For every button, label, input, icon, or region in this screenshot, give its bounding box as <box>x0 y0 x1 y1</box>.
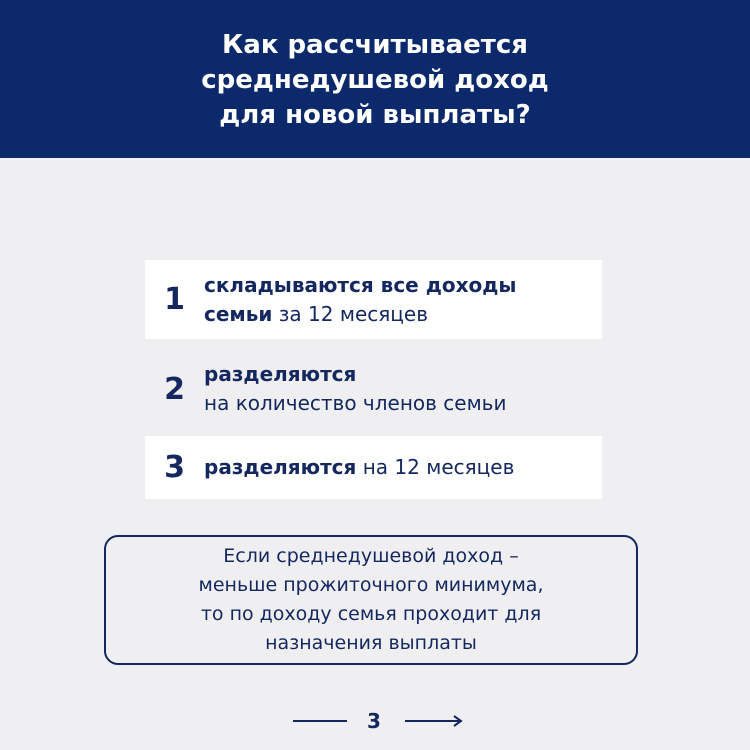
pager-line-icon <box>293 720 347 722</box>
arrow-right-icon[interactable] <box>405 715 463 727</box>
step-text <box>204 360 506 418</box>
header-banner <box>0 0 750 158</box>
step-3-card <box>145 436 602 499</box>
step-2-card <box>145 356 602 422</box>
step-normal-text: на 12 месяцев <box>356 455 515 479</box>
step-bold-text: разделяются <box>204 362 357 386</box>
page-number: 3 <box>367 709 381 733</box>
step-normal-text: на количество членов семьи <box>204 391 507 415</box>
step-1-card <box>145 260 602 339</box>
step-number: 2 <box>164 371 185 407</box>
step-number: 3 <box>164 450 185 485</box>
step-text <box>204 453 514 482</box>
step-normal-text: за 12 месяцев <box>272 301 428 326</box>
note-text: Если среднедушевой доход – меньше прожиточного минимума, то по доходу семья проходит для назначения выплаты <box>198 545 544 654</box>
pager <box>0 706 750 736</box>
step-bold-text: складываются все доходы <box>204 272 517 297</box>
step-bold-text: семьи <box>204 301 273 326</box>
step-number: 1 <box>164 282 185 317</box>
note-box <box>104 535 638 665</box>
step-text <box>204 271 516 329</box>
step-bold-text: разделяются <box>204 455 357 479</box>
page-title: Как рассчитывается среднедушевой доход для новой выплаты? <box>201 29 549 130</box>
